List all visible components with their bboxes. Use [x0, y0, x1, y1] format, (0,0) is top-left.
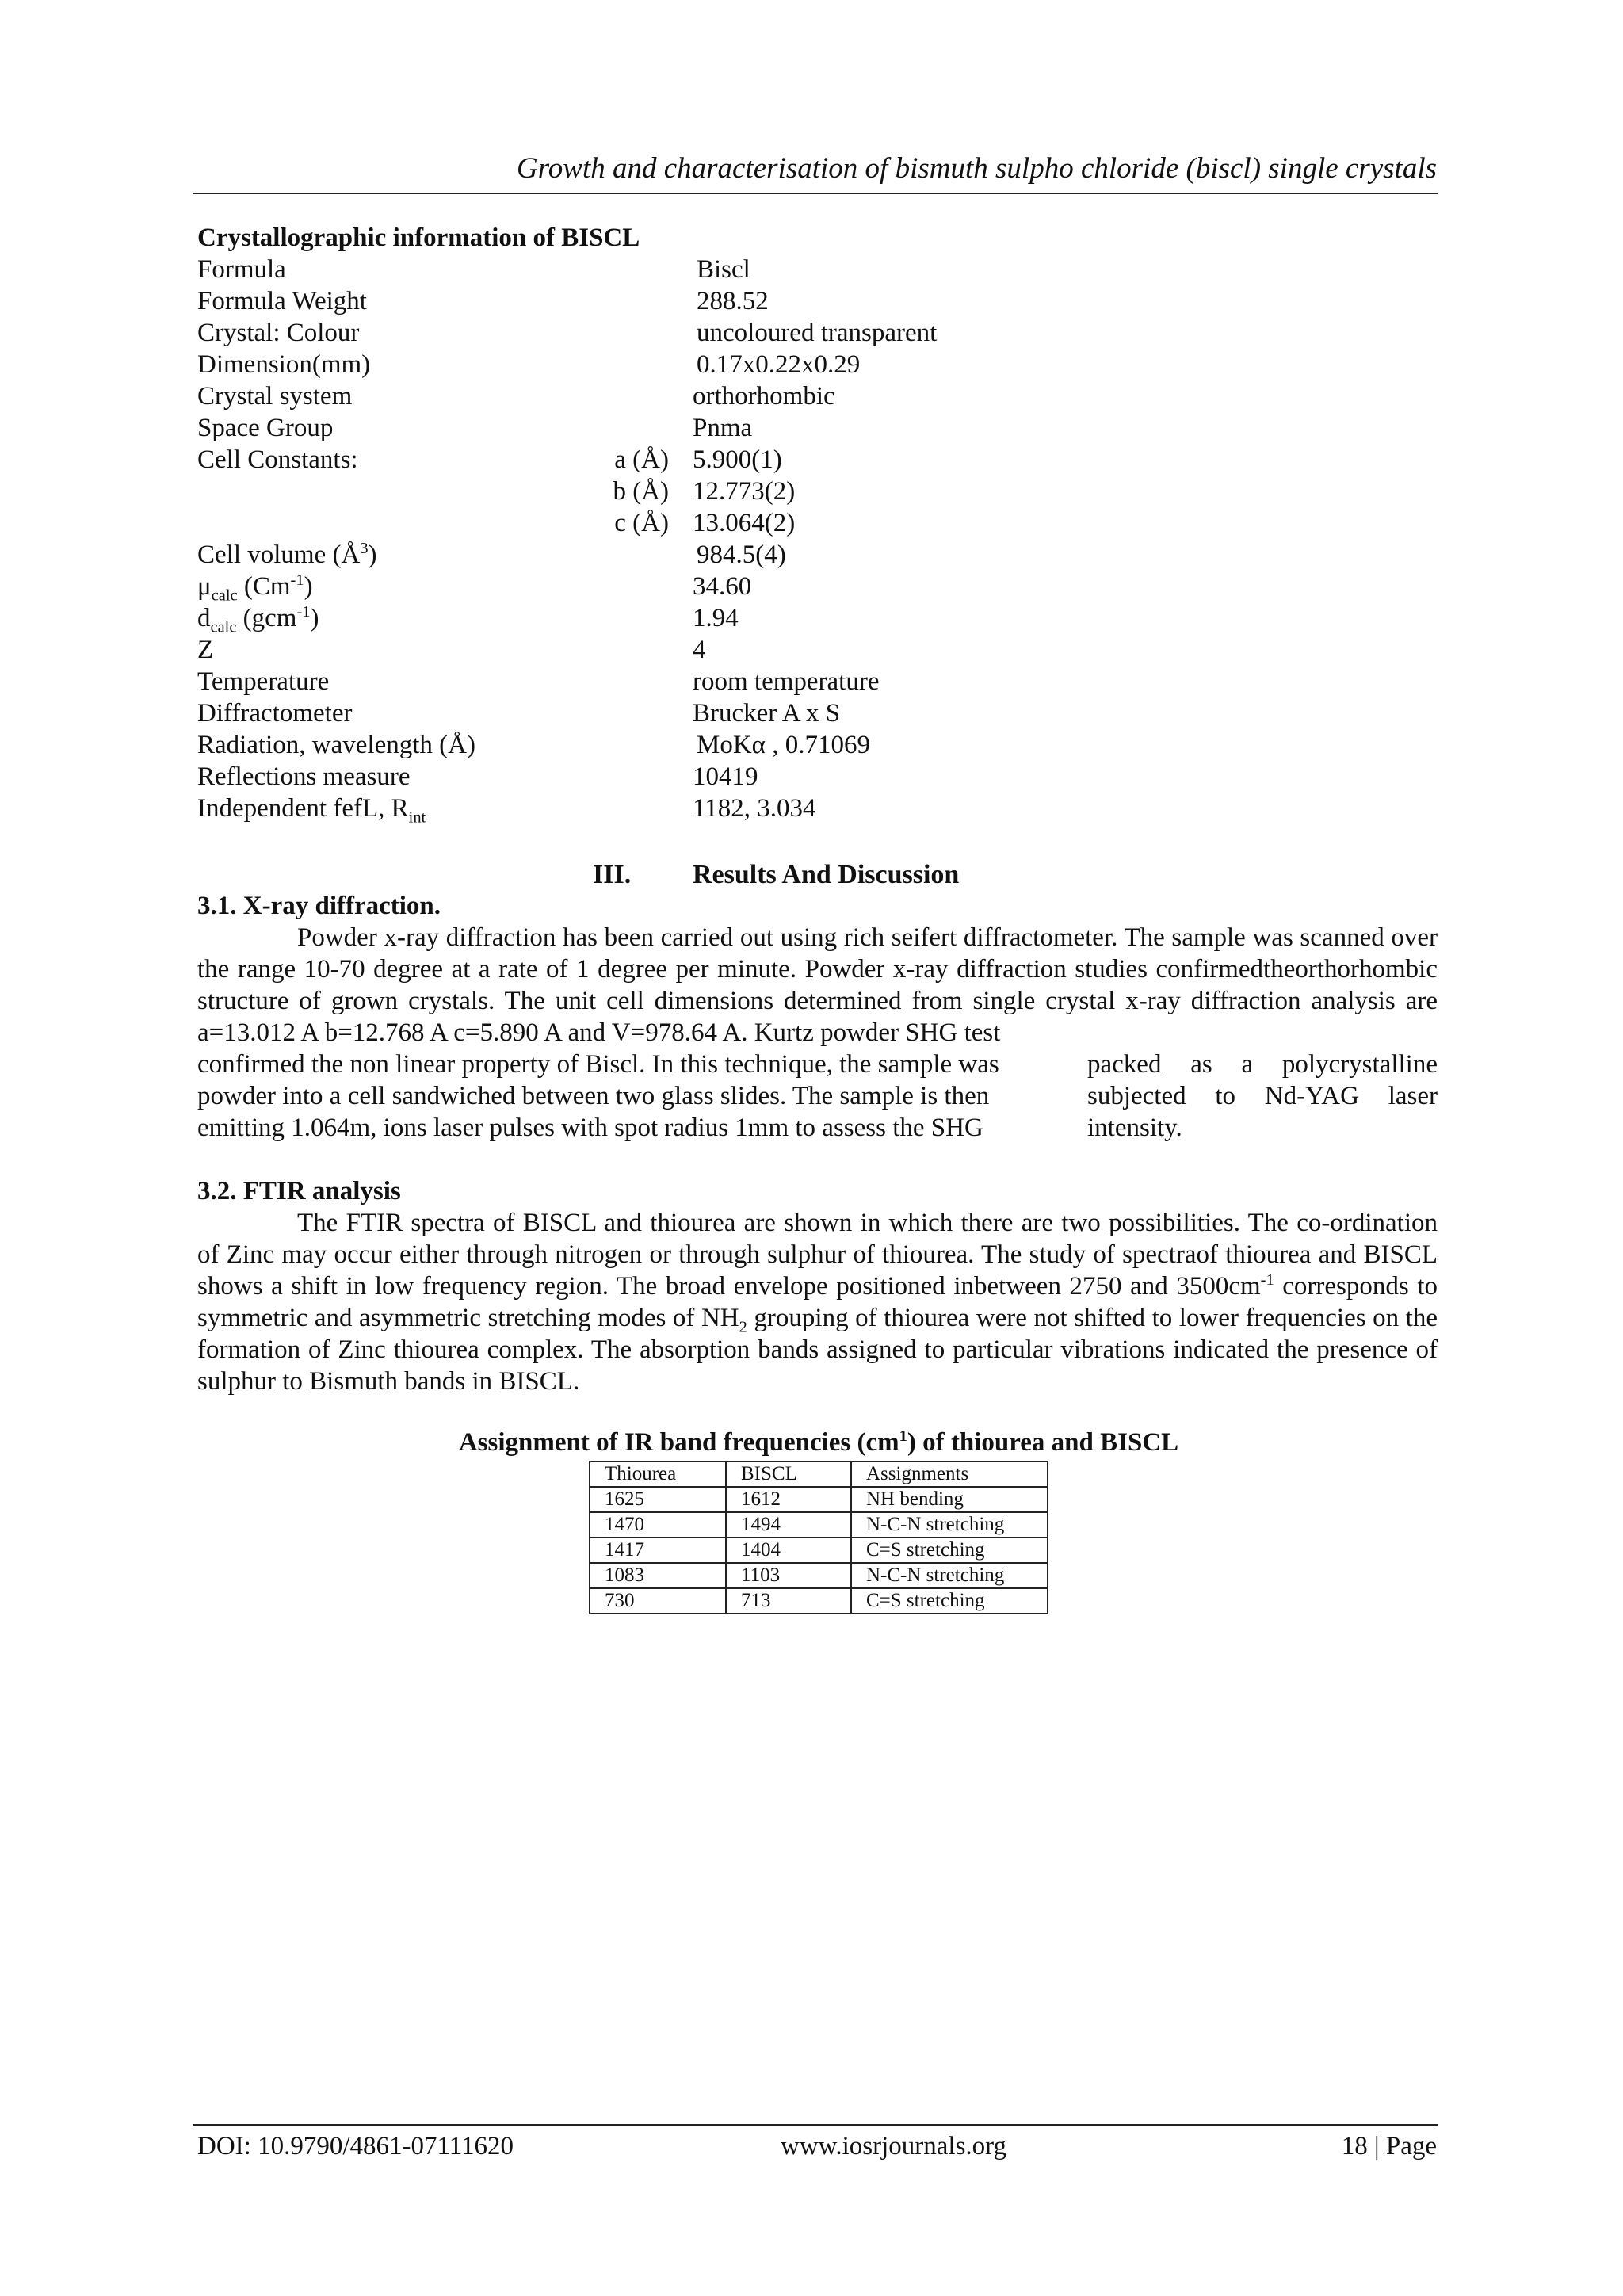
row-label: Diffractometer: [197, 699, 353, 728]
xrd-right-column: [1087, 1049, 1438, 1144]
subsection-heading-xrd: 3.1. X-ray diffraction.: [197, 892, 441, 920]
ir-band-table: [589, 1461, 1048, 1614]
column-header: Thiourea: [590, 1461, 726, 1487]
row-value: 10419: [693, 762, 758, 791]
row-label: Radiation, wavelength (Å): [197, 731, 475, 759]
row-value: orthorhombic: [693, 382, 835, 411]
row-value: Brucker A x S: [693, 699, 841, 728]
footer-doi: DOI: 10.9790/4861-07111620: [197, 2132, 514, 2160]
table-cell: 1103: [726, 1563, 851, 1588]
crystal-info-row: [197, 729, 1386, 761]
table-row: [590, 1487, 1048, 1512]
table-cell: 713: [726, 1588, 851, 1614]
table-cell: C=S stretching: [851, 1588, 1048, 1614]
row-value: Biscl: [697, 255, 750, 284]
text-run: grouping of thiourea were not shifted to lower frequencies on the formation of Zinc thiourea complex. The absorption bands assigned to particular vibrations indicated the presence of sulphur to Bismuth bands in BISCL.: [197, 1304, 1438, 1396]
crystal-info-row: [197, 317, 1386, 349]
crystal-info-row: [197, 380, 1386, 412]
header-rule: [193, 193, 1438, 194]
table-row: [590, 1538, 1048, 1563]
crystal-info-row: [197, 254, 1386, 285]
row-label: Formula Weight: [197, 287, 367, 315]
crystal-info-row: [197, 349, 1386, 380]
section-title: Results And Discussion: [693, 860, 960, 889]
row-value: 1182, 3.034: [693, 794, 816, 823]
crystal-info-row: [197, 602, 1386, 634]
row-label: Reflections measure: [197, 762, 411, 791]
footer-page-number: 18 | Page: [1341, 2132, 1437, 2160]
crystal-info-title: Crystallographic information of BISCL: [197, 223, 640, 252]
text-line: packed as a polycrystalline: [1087, 1050, 1438, 1079]
crystal-info-row: [197, 666, 1386, 697]
row-value: 984.5(4): [697, 541, 786, 569]
row-value: uncoloured transparent: [697, 319, 938, 347]
crystal-info-row: [197, 761, 1386, 793]
row-value: Pnma: [693, 414, 753, 442]
crystal-info-row: [197, 285, 1386, 317]
text-line: confirmed the non linear property of Biscl. In this technique, the sample was: [197, 1050, 999, 1079]
table-header-row: [590, 1461, 1048, 1487]
table-cell: N-C-N stretching: [851, 1512, 1048, 1538]
row-label: Crystal system: [197, 382, 353, 411]
crystal-info-row: [197, 634, 1386, 666]
row-label: Formula: [197, 255, 286, 284]
crystal-info-row: [197, 412, 1386, 444]
crystal-info-row: [197, 444, 1386, 476]
text-run: corresponds to symmetric and asymmetric stretching modes of NH: [197, 1272, 1438, 1332]
row-label: Cell Constants:: [197, 445, 358, 474]
crystal-info-row: [197, 539, 1386, 571]
text-line: powder into a cell sandwiched between two glass slides. The sample is then: [197, 1082, 990, 1110]
row-value: 34.60: [693, 572, 752, 601]
section-number: III.: [593, 860, 632, 889]
footer-website: www.iosrjournals.org: [781, 2132, 1007, 2160]
row-value: room temperature: [693, 667, 880, 696]
subscript: 2: [739, 1318, 747, 1336]
xrd-paragraph: Powder x-ray diffraction has been carried out using rich seifert diffractometer. The sample was scanned over the range 10-70 degree at a rate of 1 degree per minute. Powder x-ray diffraction studies confirmedtheorthorhombic structure of grown crystals. The unit cell dimensions determined from single crystal x-ray diffraction analysis are a=13.012 A b=12.768 A c=5.890 A and V=978.64 A. Kurtz powder SHG test: [197, 923, 1438, 1047]
row-value: 288.52: [697, 287, 769, 315]
row-value: 5.900(1): [693, 445, 782, 474]
column-header: BISCL: [726, 1461, 851, 1487]
row-label: $\mu_{calc}$ $(Cm^{-1})$: [197, 571, 313, 605]
row-sublabel: a (Å): [614, 445, 669, 474]
table-cell: 1625: [590, 1487, 726, 1512]
table-cell: N-C-N stretching: [851, 1563, 1048, 1588]
text-line: intensity.: [1087, 1114, 1182, 1142]
column-header: Assignments: [851, 1461, 1048, 1487]
row-sublabel: c (Å): [614, 509, 669, 537]
table-cell: C=S stretching: [851, 1538, 1048, 1563]
crystal-info-row: [197, 793, 1386, 827]
running-title: Growth and characterisation of bismuth sulpho chloride (biscl) single crystals: [517, 152, 1437, 185]
table-cell: 1083: [590, 1563, 726, 1588]
table-cell: 1417: [590, 1538, 726, 1563]
row-value: 12.773(2): [693, 477, 796, 506]
table-cell: NH bending: [851, 1487, 1048, 1512]
row-label: Temperature: [197, 667, 330, 696]
row-label: Dimension(mm): [197, 350, 371, 379]
table-caption: Assignment of IR band frequencies $(cm^1)$ of thiourea and BISCL: [458, 1427, 1179, 1457]
table-cell: 1612: [726, 1487, 851, 1512]
row-label: Independent fefL, $R_{int}$: [197, 794, 426, 827]
table-row: [590, 1563, 1048, 1588]
crystal-info-row: [197, 507, 1386, 539]
row-value: 1.94: [693, 604, 739, 632]
subsection-heading-ftir: 3.2. FTIR analysis: [197, 1177, 401, 1205]
row-value: 0.17x0.22x0.29: [697, 350, 861, 379]
row-label: $d_{calc}$ (gcm$^{-1}$): [197, 603, 319, 636]
footer-rule: [193, 2124, 1438, 2126]
crystal-info-row: [197, 571, 1386, 605]
text-line: emitting 1.064m, ions laser pulses with spot radius 1mm to assess the SHG: [197, 1114, 983, 1142]
row-label: Space Group: [197, 414, 334, 442]
row-label: Z: [197, 636, 214, 664]
table-row: [590, 1588, 1048, 1614]
text-line: subjected to Nd-YAG laser: [1087, 1082, 1438, 1110]
row-sublabel: b (Å): [613, 477, 669, 506]
table-cell: 1404: [726, 1538, 851, 1563]
table-cell: 1470: [590, 1512, 726, 1538]
row-label: Crystal: Colour: [197, 319, 360, 347]
row-value: 13.064(2): [693, 509, 796, 537]
text-run: The FTIR spectra of BISCL and thiourea are shown in which there are two possibilities. The co-ordination of Zinc may occur either through nitrogen or through sulphur of thiourea. The study of spectraof thiourea and BISCL shows a shift in low frequency region. The broad envelope positioned inbetween 2750 and 3500cm: [197, 1209, 1438, 1301]
row-label: Cell volume $(Å^3)$: [197, 540, 377, 569]
row-value: MoKα , 0.71069: [697, 731, 870, 759]
superscript: -1: [1260, 1271, 1274, 1289]
crystal-info-row: [197, 697, 1386, 729]
xrd-left-column: [197, 1049, 1053, 1144]
crystal-info-row: [197, 476, 1386, 507]
row-value: 4: [693, 636, 706, 664]
table-row: [590, 1512, 1048, 1538]
table-cell: 730: [590, 1588, 726, 1614]
table-cell: 1494: [726, 1512, 851, 1538]
ftir-paragraph: [197, 1207, 1438, 1397]
